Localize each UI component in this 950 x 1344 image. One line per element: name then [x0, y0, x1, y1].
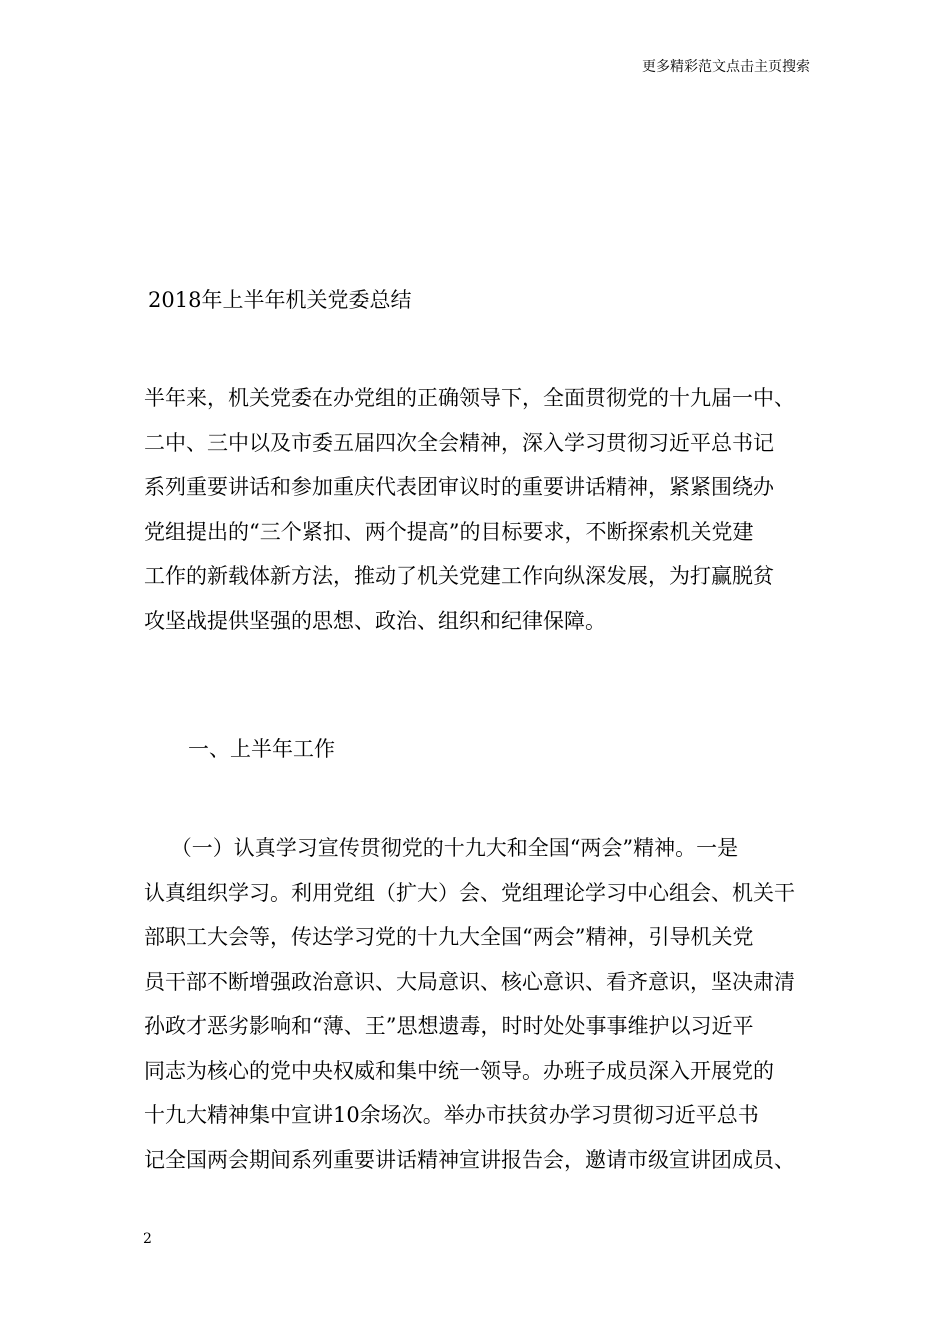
section-heading: 一、上半年工作: [188, 737, 335, 761]
paragraph-line: 工作的新载体新方法，推动了机关党建工作向纵深发展，为打赢脱贫: [144, 564, 774, 588]
section-paragraph: [144, 826, 808, 1182]
paragraph-line: （一）认真学习宣传贯彻党的十九大和全国“两会”精神。一是: [144, 836, 739, 860]
page-number: 2: [143, 1231, 152, 1247]
paragraph-line: 认真组织学习。利用党组（扩大）会、党组理论学习中心组会、机关干: [144, 880, 795, 905]
paragraph-line: 员干部不断增强政治意识、大局意识、核心意识、看齐意识，坚决肃清: [144, 969, 795, 994]
paragraph-line: 记全国两会期间系列重要讲话精神宣讲报告会，邀请市级宣讲团成员、: [144, 1147, 795, 1172]
intro-paragraph: [144, 376, 808, 643]
paragraph-line: 系列重要讲话和参加重庆代表团审议时的重要讲话精神，紧紧围绕办: [144, 475, 774, 499]
paragraph-line: 党组提出的“三个紧扣、两个提高”的目标要求，不断探索机关党建: [144, 519, 754, 544]
paragraph-line: 同志为核心的党中央权威和集中统一领导。办班子成员深入开展党的: [144, 1058, 774, 1083]
paragraph-line: 部职工大会等，传达学习党的十九大全国“两会”精神，引导机关党: [144, 925, 754, 949]
paragraph-line: 十九大精神集中宣讲10余场次。举办市扶贫办学习贯彻习近平总书: [144, 1103, 759, 1127]
document-title: 2018年上半年机关党委总结: [148, 288, 412, 312]
paragraph-line: 攻坚战提供坚强的思想、政治、组织和纪律保障。: [144, 608, 606, 633]
header-note: 更多精彩范文点击主页搜索: [642, 59, 810, 75]
paragraph-line: 孙政才恶劣影响和“薄、王”思想遗毒，时时处处事事维护以习近平: [144, 1014, 754, 1038]
paragraph-line: 半年来，机关党委在办党组的正确领导下，全面贯彻党的十九届一中、: [144, 386, 795, 410]
paragraph-line: 二中、三中以及市委五届四次全会精神，深入学习贯彻习近平总书记: [144, 430, 774, 455]
